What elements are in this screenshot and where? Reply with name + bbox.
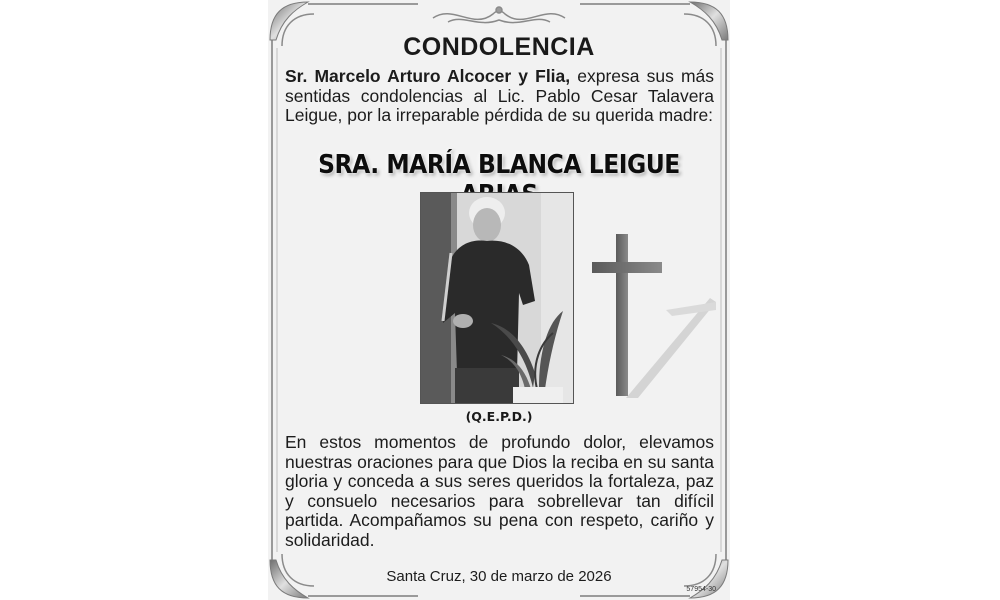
intro-paragraph [285,67,714,126]
place-date: Santa Cruz, 30 de marzo de 2026 [386,568,612,585]
body-paragraph: En estos momentos de profundo dolor, elevamos nuestras oraciones para que Dios la reciba en su santa gloria y conceda a sus seres queridos la fortaleza, paz y consuelo necesarios para sobrellevar tan difícil partida. Acompañamos su pena con respeto, cariño y solidaridad. [285,432,714,550]
intro-text: expresa sus más sentidas condolencias al Lic. Pablo Cesar Talavera Leigue, por la irreparable pérdida de su querida madre: [285,66,714,125]
ad-code: 57954-30 [686,586,716,593]
sender-name: Sr. Marcelo Arturo Alcocer y Flia, [285,66,571,86]
page-title: CONDOLENCIA [403,33,595,61]
qepd-label: (Q.E.P.D.) [465,409,533,424]
condolence-notice [268,0,730,600]
deceased-name: SRA. MARÍA BLANCA LEIGUE [318,150,680,180]
flourish-ornament-icon [433,7,565,23]
cross-icon [586,228,716,403]
deceased-photo [420,192,574,404]
